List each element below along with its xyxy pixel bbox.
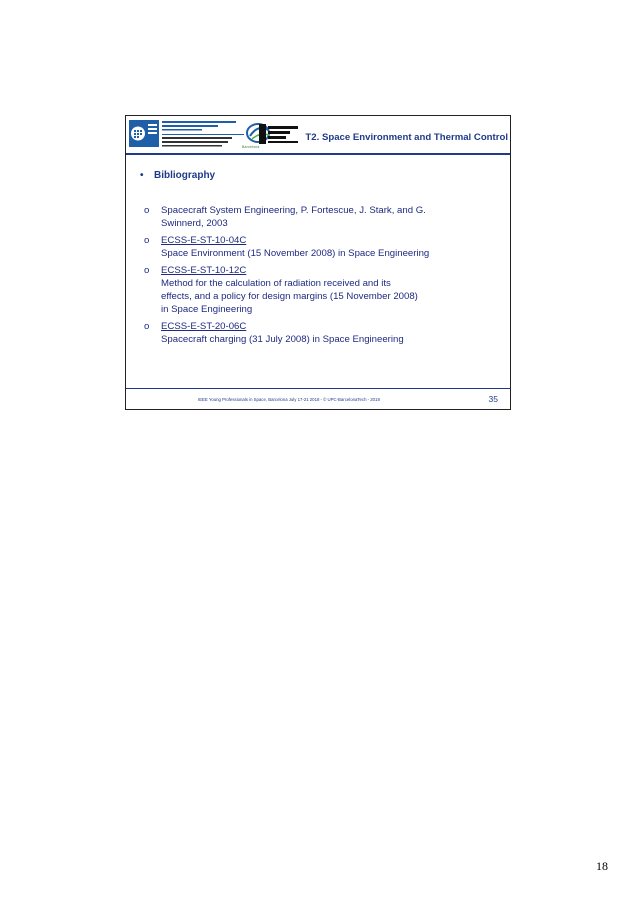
reference-item: [144, 204, 504, 230]
heading-text: Bibliography: [154, 170, 216, 181]
standard-link[interactable]: ECSS-E-ST-20-06C: [161, 321, 247, 332]
reference-item: [144, 320, 504, 346]
slide-footer: IEEE Young Professionals in Space, Barcelona July 17-21 2018 - © UPC-BarcelonaTech - 2018: [198, 397, 380, 402]
logo-caption: Barcelona: [242, 145, 260, 149]
bibliography-heading: [140, 170, 215, 181]
reference-list: [144, 204, 504, 350]
reference-item: [144, 234, 504, 260]
reference-text: Space Environment (15 November 2008) in Space Engineering: [161, 248, 430, 259]
footer-divider: [126, 388, 510, 389]
slide-title: T2. Space Environment and Thermal Control: [305, 132, 508, 143]
reference-text: Spacecraft charging (31 July 2008) in Space Engineering: [161, 334, 404, 345]
list-marker: o: [144, 235, 150, 246]
list-marker: o: [144, 205, 150, 216]
slide-header: [126, 116, 510, 154]
list-marker: o: [144, 321, 150, 332]
standard-link[interactable]: ECSS-E-ST-10-04C: [161, 235, 247, 246]
slide-number: 35: [488, 394, 498, 404]
reference-text: Spacecraft System Engineering, P. Fortescue, J. Stark, and G.: [161, 205, 426, 216]
upc-logo-icon: [129, 120, 159, 147]
header-divider: [126, 153, 510, 155]
slide: [125, 115, 511, 410]
standard-link[interactable]: ECSS-E-ST-10-12C: [161, 265, 247, 276]
etsetb-logo-icon: [162, 120, 244, 148]
list-marker: o: [144, 265, 150, 276]
reference-text: effects, and a policy for design margins (15 November 2008): [161, 291, 418, 302]
reference-text: Method for the calculation of radiation received and its: [161, 278, 391, 289]
reference-text: in Space Engineering: [161, 304, 253, 315]
bsc-logo-icon: [259, 121, 301, 147]
reference-text: Swinnerd, 2003: [161, 218, 228, 229]
bullet-icon: •: [140, 170, 144, 181]
page-number: 18: [596, 859, 608, 873]
reference-item: [144, 264, 504, 316]
